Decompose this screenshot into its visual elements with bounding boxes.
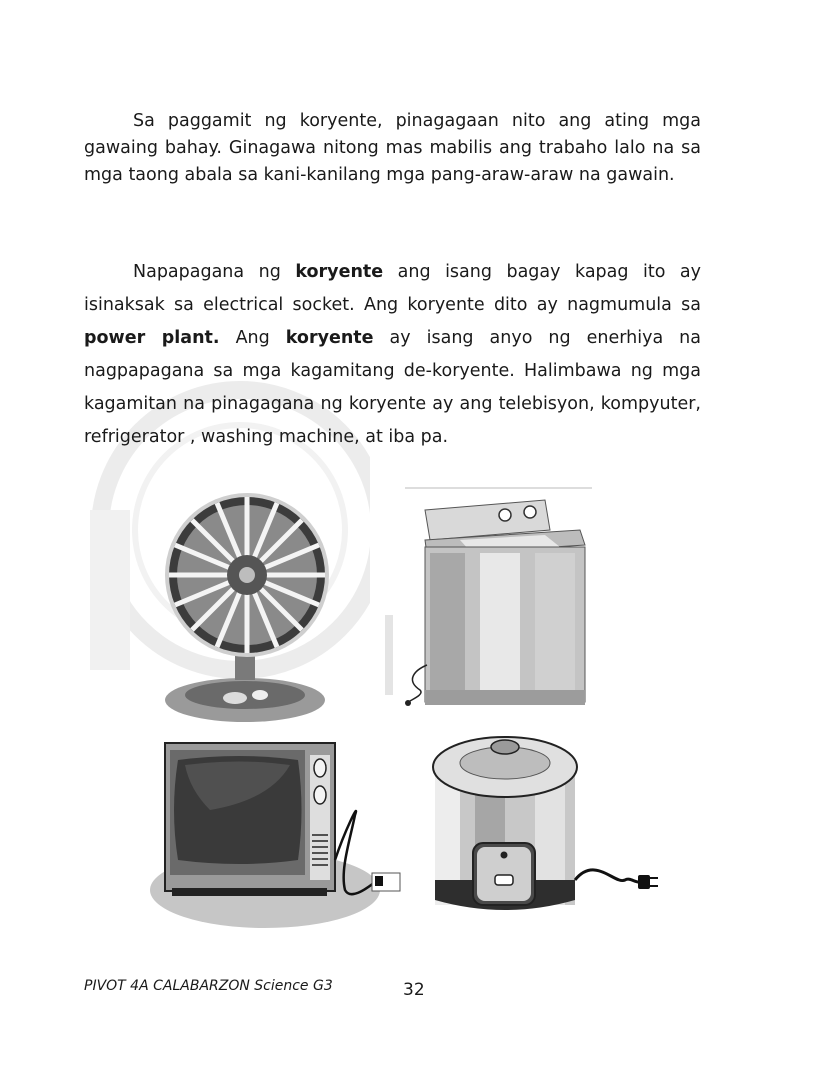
page-number: 32 [403,980,425,1000]
rice-cooker-image [425,735,660,920]
electric-fan-image [150,490,345,725]
koryente-paragraph: Napapagana ng koryente ang isang bagay kapag ito ay isinaksak sa electrical socket. Ang koryente dito ay nagmumula sa power plant. Ang koryente ay isang anyo ng enerhiya na nagpapagana sa mga kagamitang de-koryente. Halimbawa ng mga kagamitan na pinagagana ng koryente ay ang telebisyon, kompyuter, refrigerator , washing machine, at iba pa. [84,262,702,447]
intro-paragraph: Sa paggamit ng koryente, pinagagaan nito ang ating mga gawaing bahay. Ginagawa nitong mas mabilis ang trabaho lalo na sa mga taong abala sa kani-kanilang mga pang-araw-araw na gawain. [84,111,701,185]
television-image [150,740,410,930]
footer-source: PIVOT 4A CALABARZON Science G3 [84,978,333,994]
washing-machine-image [385,485,600,720]
